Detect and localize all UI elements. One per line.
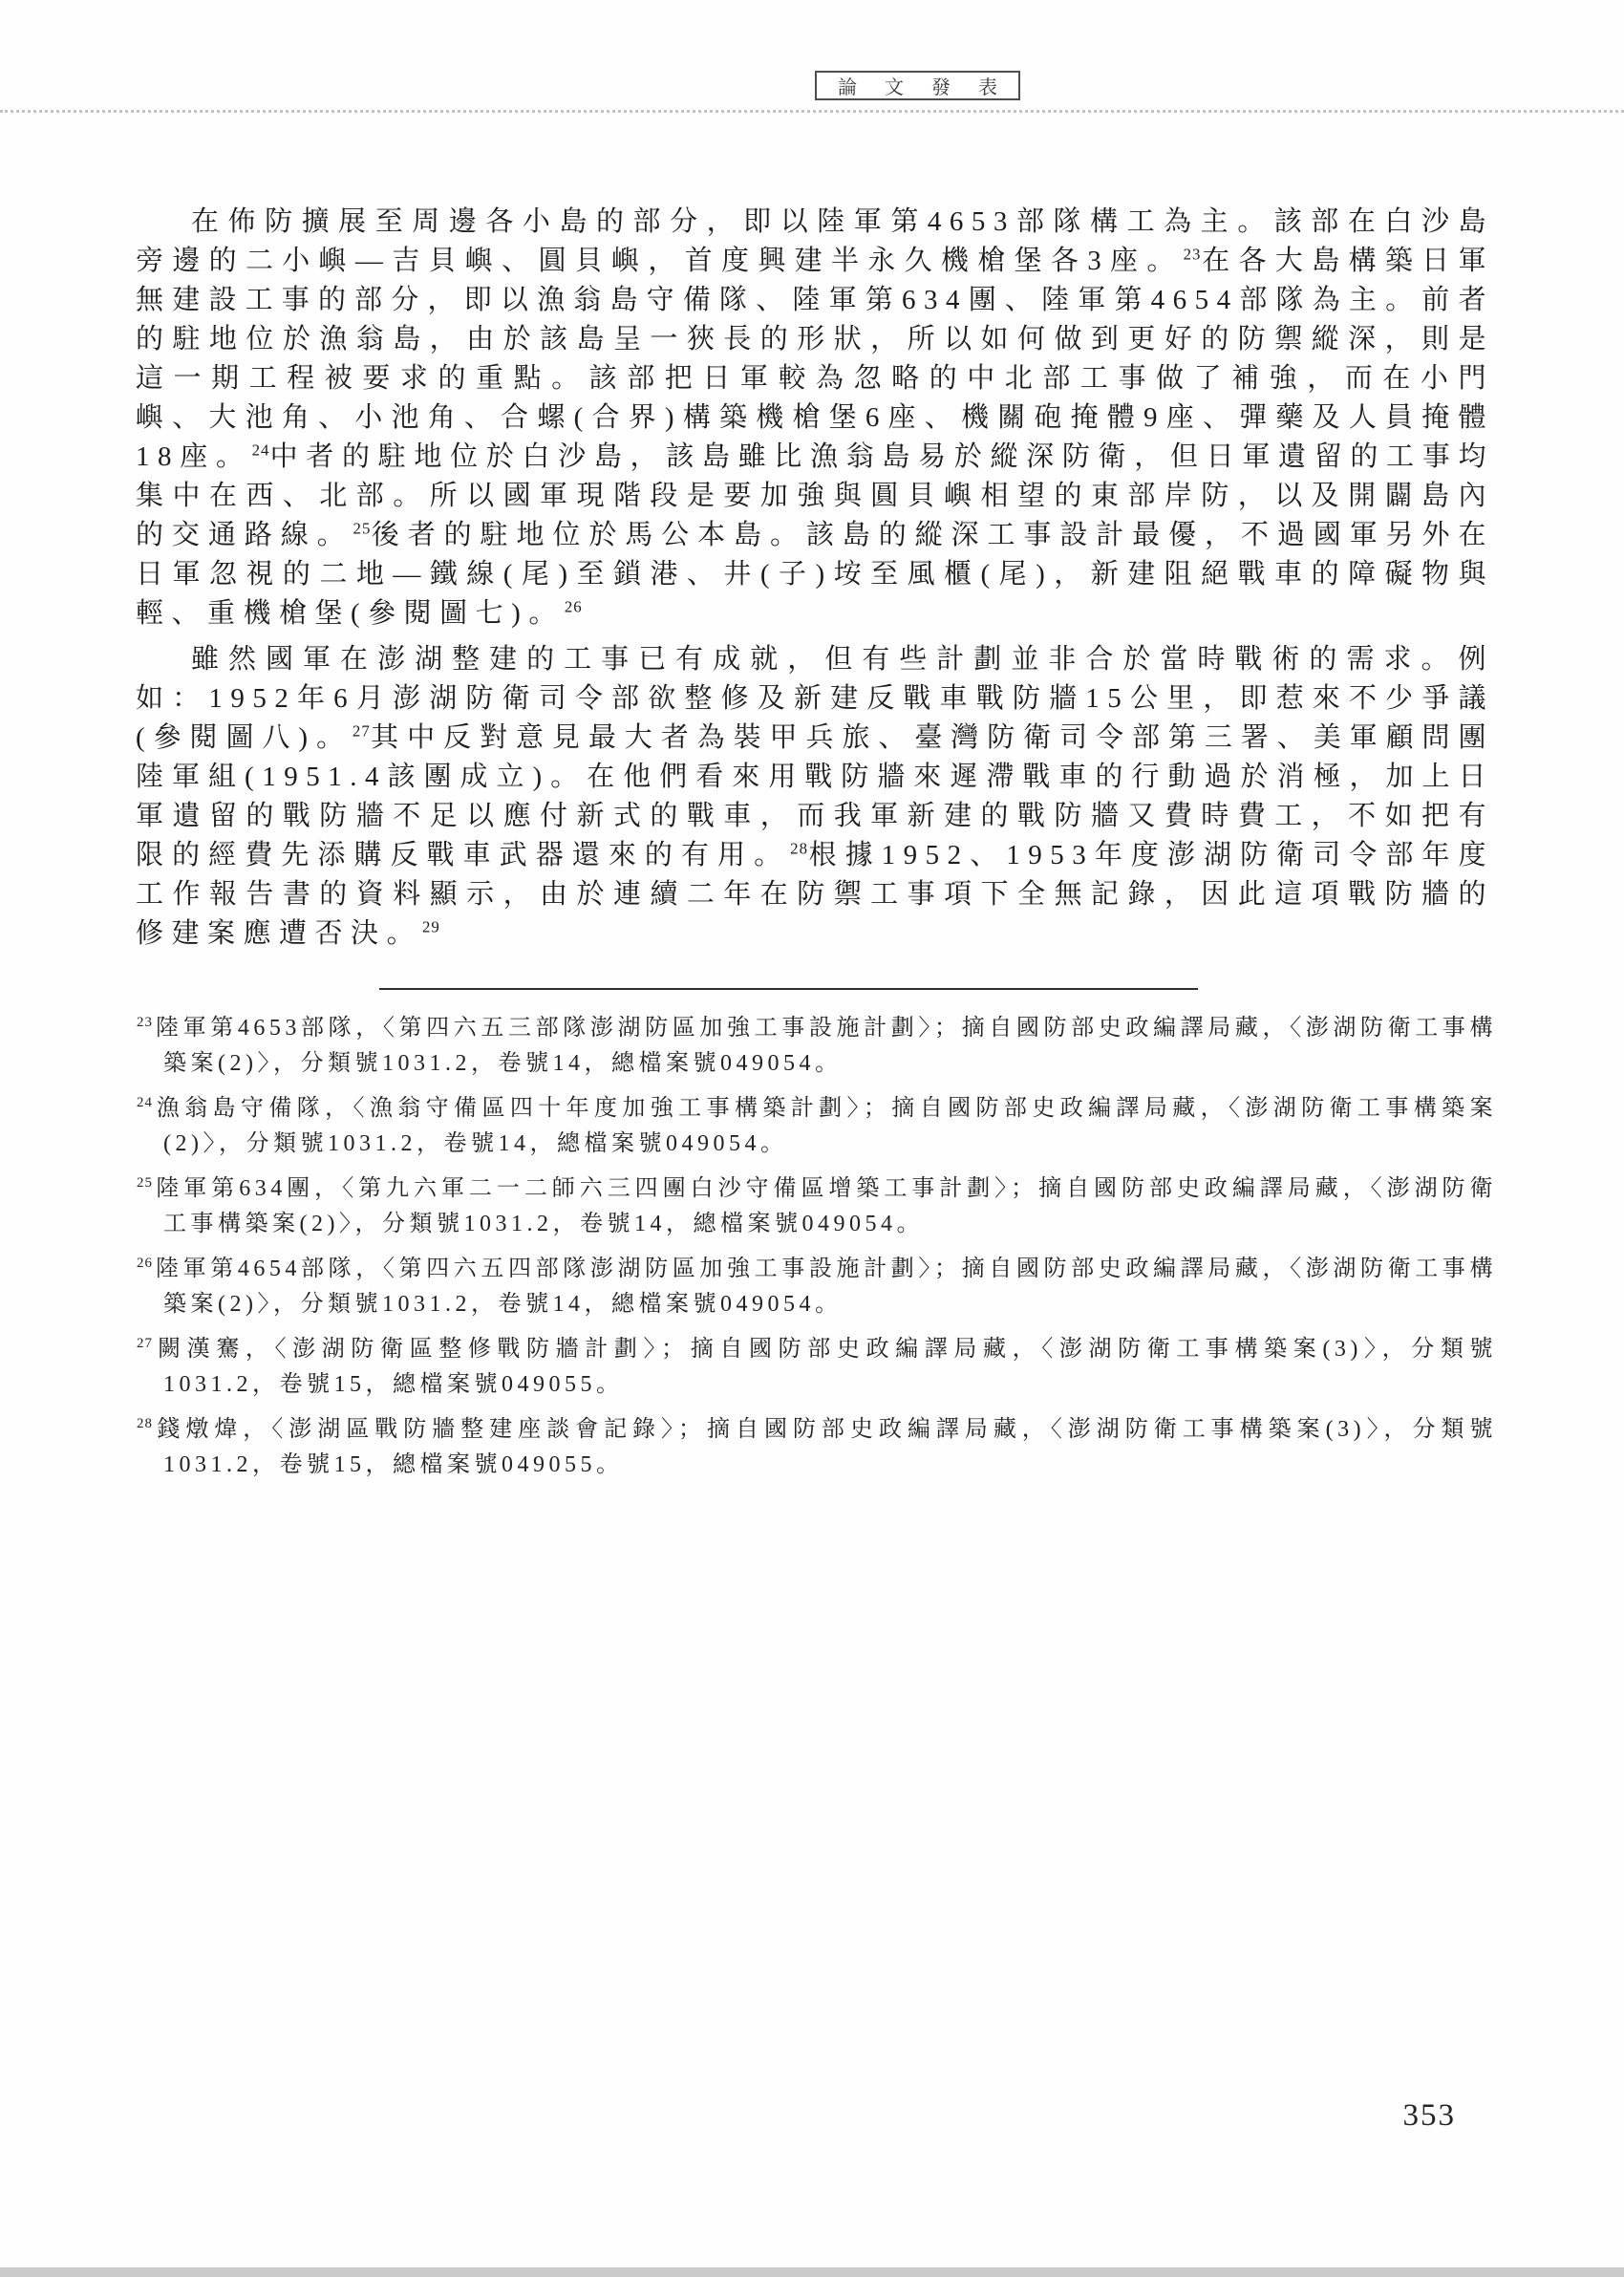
footnote-number: 23 xyxy=(137,1015,153,1030)
footnote-text: 漁翁島守備隊，〈漁翁守備區四十年度加強工事構築計劃〉；摘自國防部史政編譯局藏，〈澎湖防衛工事構築案(2)〉，分類號1031.2，卷號14，總檔案號049054。 xyxy=(155,1096,1497,1156)
footnote-number: 24 xyxy=(137,1095,153,1110)
footnote-ref: 24 xyxy=(251,440,270,460)
footnote-item xyxy=(137,1011,1497,1082)
footnote-item xyxy=(137,1412,1497,1483)
text-run: 中者的駐地位於白沙島，該島雖比漁翁島易於縱深防衛，但日軍遺留的工事均集中在西、北部。所以國軍現階段是要加強與圓貝嶼相望的東部岸防，以及開闢島內的交通路線。 xyxy=(136,441,1494,550)
footnote-number: 27 xyxy=(137,1336,153,1351)
text-run: 雖然國軍在澎湖整建的工事已有成就，但有些計劃並非合於當時戰術的需求。例如：1952年6月澎湖防衛司令部欲整修及新建反戰車戰防牆15公里，即惹來不少爭議(參閱圖八)。 xyxy=(136,644,1494,753)
footnote-ref: 29 xyxy=(422,917,440,936)
body-text xyxy=(136,203,1494,960)
text-run: 在各大島構築日軍無建設工事的部分，即以漁翁島守備隊、陸軍第634團、陸軍第4654部隊為主。前者的駐地位於漁翁島，由於該島呈一狹長的形狀，所以如何做到更好的防禦縱深，則是這一期工程被要求的重點。該部把日軍較為忽略的中北部工事做了補強，而在小門嶼、大池角、小池角、合螺(合界)構築機槍堡6座、機關砲掩體9座、彈藥及人員掩體18座。 xyxy=(136,246,1494,472)
footnote-item xyxy=(137,1171,1497,1242)
footnote-ref: 23 xyxy=(1183,245,1202,264)
header-divider xyxy=(0,110,1624,113)
footnote-ref: 28 xyxy=(790,839,808,858)
footnote-item xyxy=(137,1091,1497,1162)
footnote-ref: 26 xyxy=(564,597,583,616)
paragraph xyxy=(136,640,1494,954)
header-section-box xyxy=(815,71,1020,100)
footnote-number: 26 xyxy=(137,1256,153,1271)
footnotes xyxy=(137,1011,1497,1493)
footnote-text: 錢燉煒，〈澎湖區戰防牆整建座談會記錄〉；摘自國防部史政編譯局藏，〈澎湖防衛工事構築案(3)〉，分類號1031.2，卷號15，總檔案號049055。 xyxy=(155,1417,1497,1477)
scan-edge-shadow xyxy=(0,2267,1624,2277)
footnote-text: 陸軍第4654部隊，〈第四六五四部隊澎湖防區加強工事設施計劃〉；摘自國防部史政編譯局藏，〈澎湖防衛工事構築案(2)〉，分類號1031.2，卷號14，總檔案號049054。 xyxy=(155,1257,1497,1317)
footnote-number: 25 xyxy=(137,1175,153,1191)
footnote-text: 陸軍第4653部隊，〈第四六五三部隊澎湖防區加強工事設施計劃〉；摘自國防部史政編譯局藏，〈澎湖防衛工事構築案(2)〉，分類號1031.2，卷號14，總檔案號049054。 xyxy=(155,1016,1497,1076)
text-run: 其中反對意見最大者為裝甲兵旅、臺灣防衛司令部第三署、美軍顧問團陸軍組(1951.4該團成立)。在他們看來用戰防牆來遲滯戰車的行動過於消極，加上日軍遺留的戰防牆不足以應付新式的戰車，而我軍新建的戰防牆又費時費工，不如把有限的經費先添購反戰車武器還來的有用。 xyxy=(136,722,1494,870)
footnote-text: 陸軍第634團，〈第九六軍二一二師六三四團白沙守備區增築工事計劃〉；摘自國防部史政編譯局藏，〈澎湖防衛工事構築案(2)〉，分類號1031.2，卷號14，總檔案號049054。 xyxy=(155,1176,1497,1236)
text-run: 根據1952、1953年度澎湖防衛司令部年度工作報告書的資料顯示，由於連續二年在防禦工事項下全無記錄，因此這項戰防牆的修建案應遭否決。 xyxy=(136,840,1494,949)
footnote-separator xyxy=(379,988,1198,990)
paragraph xyxy=(136,203,1494,634)
page-number: 353 xyxy=(1402,2098,1456,2133)
header-section-title: 論 文 發 表 xyxy=(838,77,1009,98)
text-run: 在佈防擴展至周邊各小島的部分，即以陸軍第4653部隊構工為主。該部在白沙島旁邊的二小嶼—吉貝嶼、圓貝嶼，首度興建半永久機槍堡各3座。 xyxy=(136,206,1494,276)
footnote-item xyxy=(137,1332,1497,1403)
footnote-item xyxy=(137,1252,1497,1322)
footnote-ref: 25 xyxy=(353,519,372,538)
footnote-ref: 27 xyxy=(352,721,371,741)
footnote-number: 28 xyxy=(137,1416,153,1431)
text-run: 後者的駐地位於馬公本島。該島的縱深工事設計最優，不過國軍另外在日軍忽視的二地—鐵線(尾)至鎖港、井(子)垵至風櫃(尾)，新建阻絕戰車的障礙物與輕、重機槍堡(參閱圖七)。 xyxy=(136,520,1494,629)
footnote-text: 闕漢騫，〈澎湖防衛區整修戰防牆計劃〉；摘自國防部史政編譯局藏，〈澎湖防衛工事構築案(3)〉，分類號1031.2，卷號15，總檔案號049055。 xyxy=(155,1337,1497,1397)
